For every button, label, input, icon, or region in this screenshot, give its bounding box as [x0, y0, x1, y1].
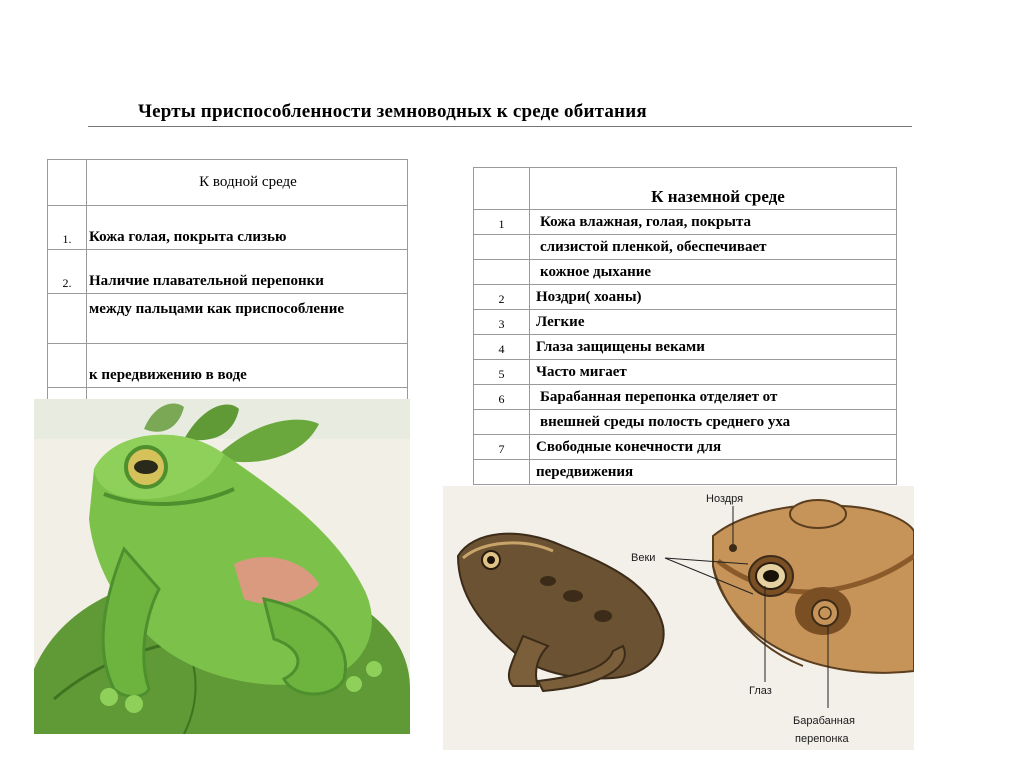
row-text: к передвижению в воде: [87, 344, 408, 388]
page-title: Черты приспособленности земноводных к среде обитания: [138, 101, 647, 122]
water-adaptations-table: [47, 159, 408, 402]
row-text: между пальцами как приспособление: [87, 294, 408, 344]
frog-pupil: [134, 460, 158, 474]
table-row: [48, 344, 408, 388]
eardrum: [812, 600, 838, 626]
frog-toe: [100, 688, 118, 706]
row-text: Наличие плавательной перепонки: [87, 250, 408, 294]
table-row: [474, 410, 897, 435]
label-nostril: Ноздря: [706, 493, 744, 505]
row-text: Свободные конечности для: [530, 435, 897, 460]
row-number: 1.: [48, 206, 87, 250]
row-text: Кожа влажная, голая, покрыта: [530, 210, 897, 235]
row-number: 6: [474, 385, 530, 410]
frog-toe: [125, 695, 143, 713]
label-eardrum-line1: Барабанная: [793, 715, 855, 727]
label-eyelids: Веки: [631, 552, 656, 564]
nostril: [729, 544, 737, 552]
row-number: [474, 460, 530, 485]
label-eardrum-line2: перепонка: [795, 733, 849, 745]
table-cell: [48, 160, 87, 206]
row-number: 2: [474, 285, 530, 310]
table-row: [474, 385, 897, 410]
tree-frog-illustration: [34, 399, 410, 734]
land-header: К наземной среде: [530, 168, 897, 210]
row-text: слизистой пленкой, обеспечивает: [530, 235, 897, 260]
row-number: [474, 235, 530, 260]
row-number: 2.: [48, 250, 87, 294]
frog-toe: [346, 676, 362, 692]
row-text: Барабанная перепонка отделяет от: [530, 385, 897, 410]
table-row: [474, 168, 897, 210]
table-row: [474, 435, 897, 460]
table-row: [474, 285, 897, 310]
table-row: [48, 250, 408, 294]
title-underline: [88, 126, 912, 127]
row-number: [474, 260, 530, 285]
row-text: Кожа голая, покрыта слизью: [87, 206, 408, 250]
row-text: Часто мигает: [530, 360, 897, 385]
row-number: [48, 294, 87, 344]
row-text: кожное дыхание: [530, 260, 897, 285]
row-text: Глаза защищены веками: [530, 335, 897, 360]
land-adaptations-table: [473, 167, 897, 485]
label-eye: Глаз: [749, 685, 772, 697]
table-row: [474, 460, 897, 485]
table-row: [474, 335, 897, 360]
row-number: [474, 410, 530, 435]
table-row: [474, 210, 897, 235]
frog-toe: [366, 661, 382, 677]
table-row: [474, 360, 897, 385]
table-row: [474, 235, 897, 260]
table-row: [48, 294, 408, 344]
table-row: [474, 310, 897, 335]
frog-head-diagram: [443, 486, 914, 750]
row-number: 4: [474, 335, 530, 360]
row-text: Легкие: [530, 310, 897, 335]
table-row: [48, 206, 408, 250]
row-text: Ноздри( хоаны): [530, 285, 897, 310]
row-number: 1: [474, 210, 530, 235]
row-text: внешней среды полость среднего уха: [530, 410, 897, 435]
row-number: 5: [474, 360, 530, 385]
row-number: 3: [474, 310, 530, 335]
row-number: 7: [474, 435, 530, 460]
row-number: [48, 344, 87, 388]
row-text: передвижения: [530, 460, 897, 485]
table-row: [48, 160, 408, 206]
table-row: [474, 260, 897, 285]
table-cell: [474, 168, 530, 210]
water-header: К водной среде: [87, 160, 408, 206]
